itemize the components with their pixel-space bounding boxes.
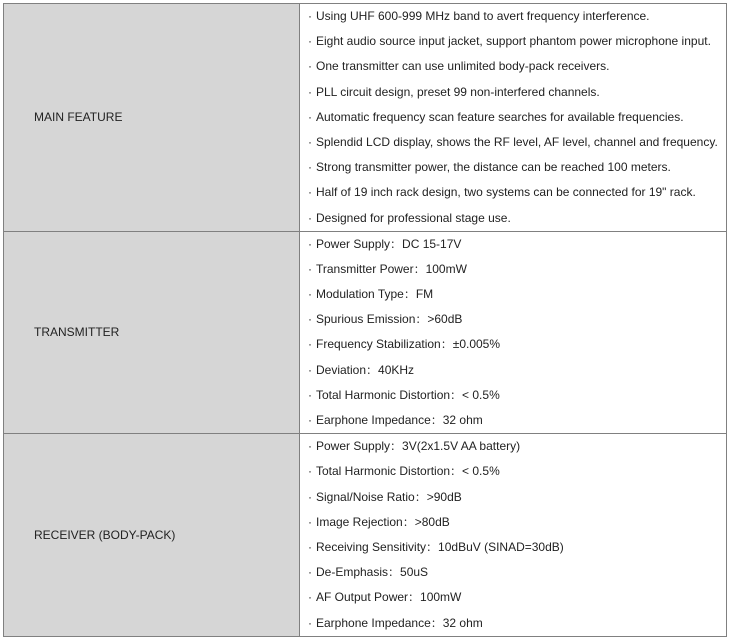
- spec-item-text: Total Harmonic Distortion：< 0.5%: [316, 387, 500, 402]
- spec-item: [300, 257, 726, 282]
- spec-item: [300, 560, 726, 585]
- spec-item: [300, 358, 726, 383]
- bullet-icon: ·: [308, 312, 312, 327]
- bullet-icon: ·: [308, 387, 312, 402]
- spec-item-text: PLL circuit design, preset 99 non-interfered channels.: [316, 84, 600, 99]
- bullet-icon: ·: [308, 59, 312, 74]
- spec-item-text: Automatic frequency scan feature searches for available frequencies.: [316, 109, 684, 124]
- spec-item-text: Half of 19 inch rack design, two systems can be connected for 19" rack.: [316, 185, 696, 200]
- spec-item: [300, 510, 726, 535]
- section-items: [300, 434, 727, 637]
- bullet-icon: ·: [308, 261, 312, 276]
- spec-item: [300, 383, 726, 408]
- section-items: [300, 231, 727, 434]
- bullet-icon: ·: [308, 236, 312, 251]
- bullet-icon: ·: [308, 160, 312, 175]
- spec-item: [300, 105, 726, 130]
- bullet-icon: ·: [308, 84, 312, 99]
- spec-item: [300, 80, 726, 105]
- spec-item-text: Image Rejection：>80dB: [316, 514, 450, 529]
- spec-item-text: Modulation Type：FM: [316, 287, 434, 302]
- spec-item-text: AF Output Power：100mW: [316, 590, 462, 605]
- section-row-transmitter: [4, 231, 727, 434]
- spec-item-text: Signal/Noise Ratio：>90dB: [316, 489, 462, 504]
- bullet-icon: ·: [308, 109, 312, 124]
- spec-item: [300, 155, 726, 180]
- spec-item-text: De-Emphasis：50uS: [316, 565, 429, 580]
- spec-item-text: Splendid LCD display, shows the RF level, AF level, channel and frequency.: [316, 134, 718, 149]
- bullet-icon: ·: [308, 9, 312, 23]
- bullet-icon: ·: [308, 287, 312, 302]
- bullet-icon: ·: [308, 439, 312, 454]
- bullet-icon: ·: [308, 413, 312, 427]
- bullet-icon: ·: [308, 185, 312, 200]
- spec-item-text: Using UHF 600-999 MHz band to avert frequency interference.: [316, 9, 650, 23]
- spec-item-text: Earphone Impedance：32 ohm: [316, 615, 483, 630]
- bullet-icon: ·: [308, 590, 312, 605]
- spec-item: [300, 611, 726, 636]
- section-row-receiver: [4, 434, 727, 637]
- spec-item-text: Total Harmonic Distortion：< 0.5%: [316, 464, 500, 479]
- spec-item: [300, 282, 726, 307]
- spec-item-text: Deviation：40KHz: [316, 362, 415, 377]
- bullet-icon: ·: [308, 210, 312, 225]
- spec-item: [300, 585, 726, 610]
- spec-item-text: Receiving Sensitivity：10dBuV (SINAD=30dB): [316, 539, 564, 554]
- bullet-icon: ·: [308, 539, 312, 554]
- spec-item: [300, 4, 726, 29]
- bullet-icon: ·: [308, 362, 312, 377]
- section-title: RECEIVER (BODY-PACK): [4, 434, 300, 637]
- spec-item: [300, 232, 726, 257]
- bullet-icon: ·: [308, 34, 312, 49]
- bullet-icon: ·: [308, 514, 312, 529]
- spec-item-text: Power Supply：DC 15-17V: [316, 236, 462, 251]
- spec-item-text: Earphone Impedance：32 ohm: [316, 413, 483, 427]
- spec-item: [300, 535, 726, 560]
- section-title: MAIN FEATURE: [4, 4, 300, 232]
- spec-item: [300, 332, 726, 357]
- spec-item: [300, 408, 726, 433]
- section-row-main-feature: [4, 4, 727, 232]
- bullet-icon: ·: [308, 134, 312, 149]
- bullet-icon: ·: [308, 615, 312, 630]
- spec-item: [300, 130, 726, 155]
- bullet-icon: ·: [308, 464, 312, 479]
- spec-item: [300, 206, 726, 231]
- bullet-icon: ·: [308, 337, 312, 352]
- spec-item-text: Designed for professional stage use.: [316, 210, 511, 225]
- spec-item-text: Frequency Stabilization：±0.005%: [316, 337, 501, 352]
- spec-item: [300, 180, 726, 205]
- spec-item-text: Transmitter Power：100mW: [316, 261, 467, 276]
- spec-item-text: Power Supply：3V(2x1.5V AA battery): [316, 439, 521, 454]
- section-title: TRANSMITTER: [4, 231, 300, 434]
- spec-item-text: Eight audio source input jacket, support phantom power microphone input.: [316, 34, 711, 49]
- spec-item-text: One transmitter can use unlimited body-pack receivers.: [316, 59, 610, 74]
- bullet-icon: ·: [308, 565, 312, 580]
- section-items: [300, 4, 727, 232]
- spec-table: [3, 3, 727, 637]
- spec-item: [300, 307, 726, 332]
- spec-item: [300, 29, 726, 54]
- bullet-icon: ·: [308, 489, 312, 504]
- spec-item: [300, 485, 726, 510]
- spec-item: [300, 459, 726, 484]
- spec-item: [300, 54, 726, 79]
- spec-item: [300, 434, 726, 459]
- spec-item-text: Spurious Emission：>60dB: [316, 312, 463, 327]
- spec-item-text: Strong transmitter power, the distance can be reached 100 meters.: [316, 160, 671, 175]
